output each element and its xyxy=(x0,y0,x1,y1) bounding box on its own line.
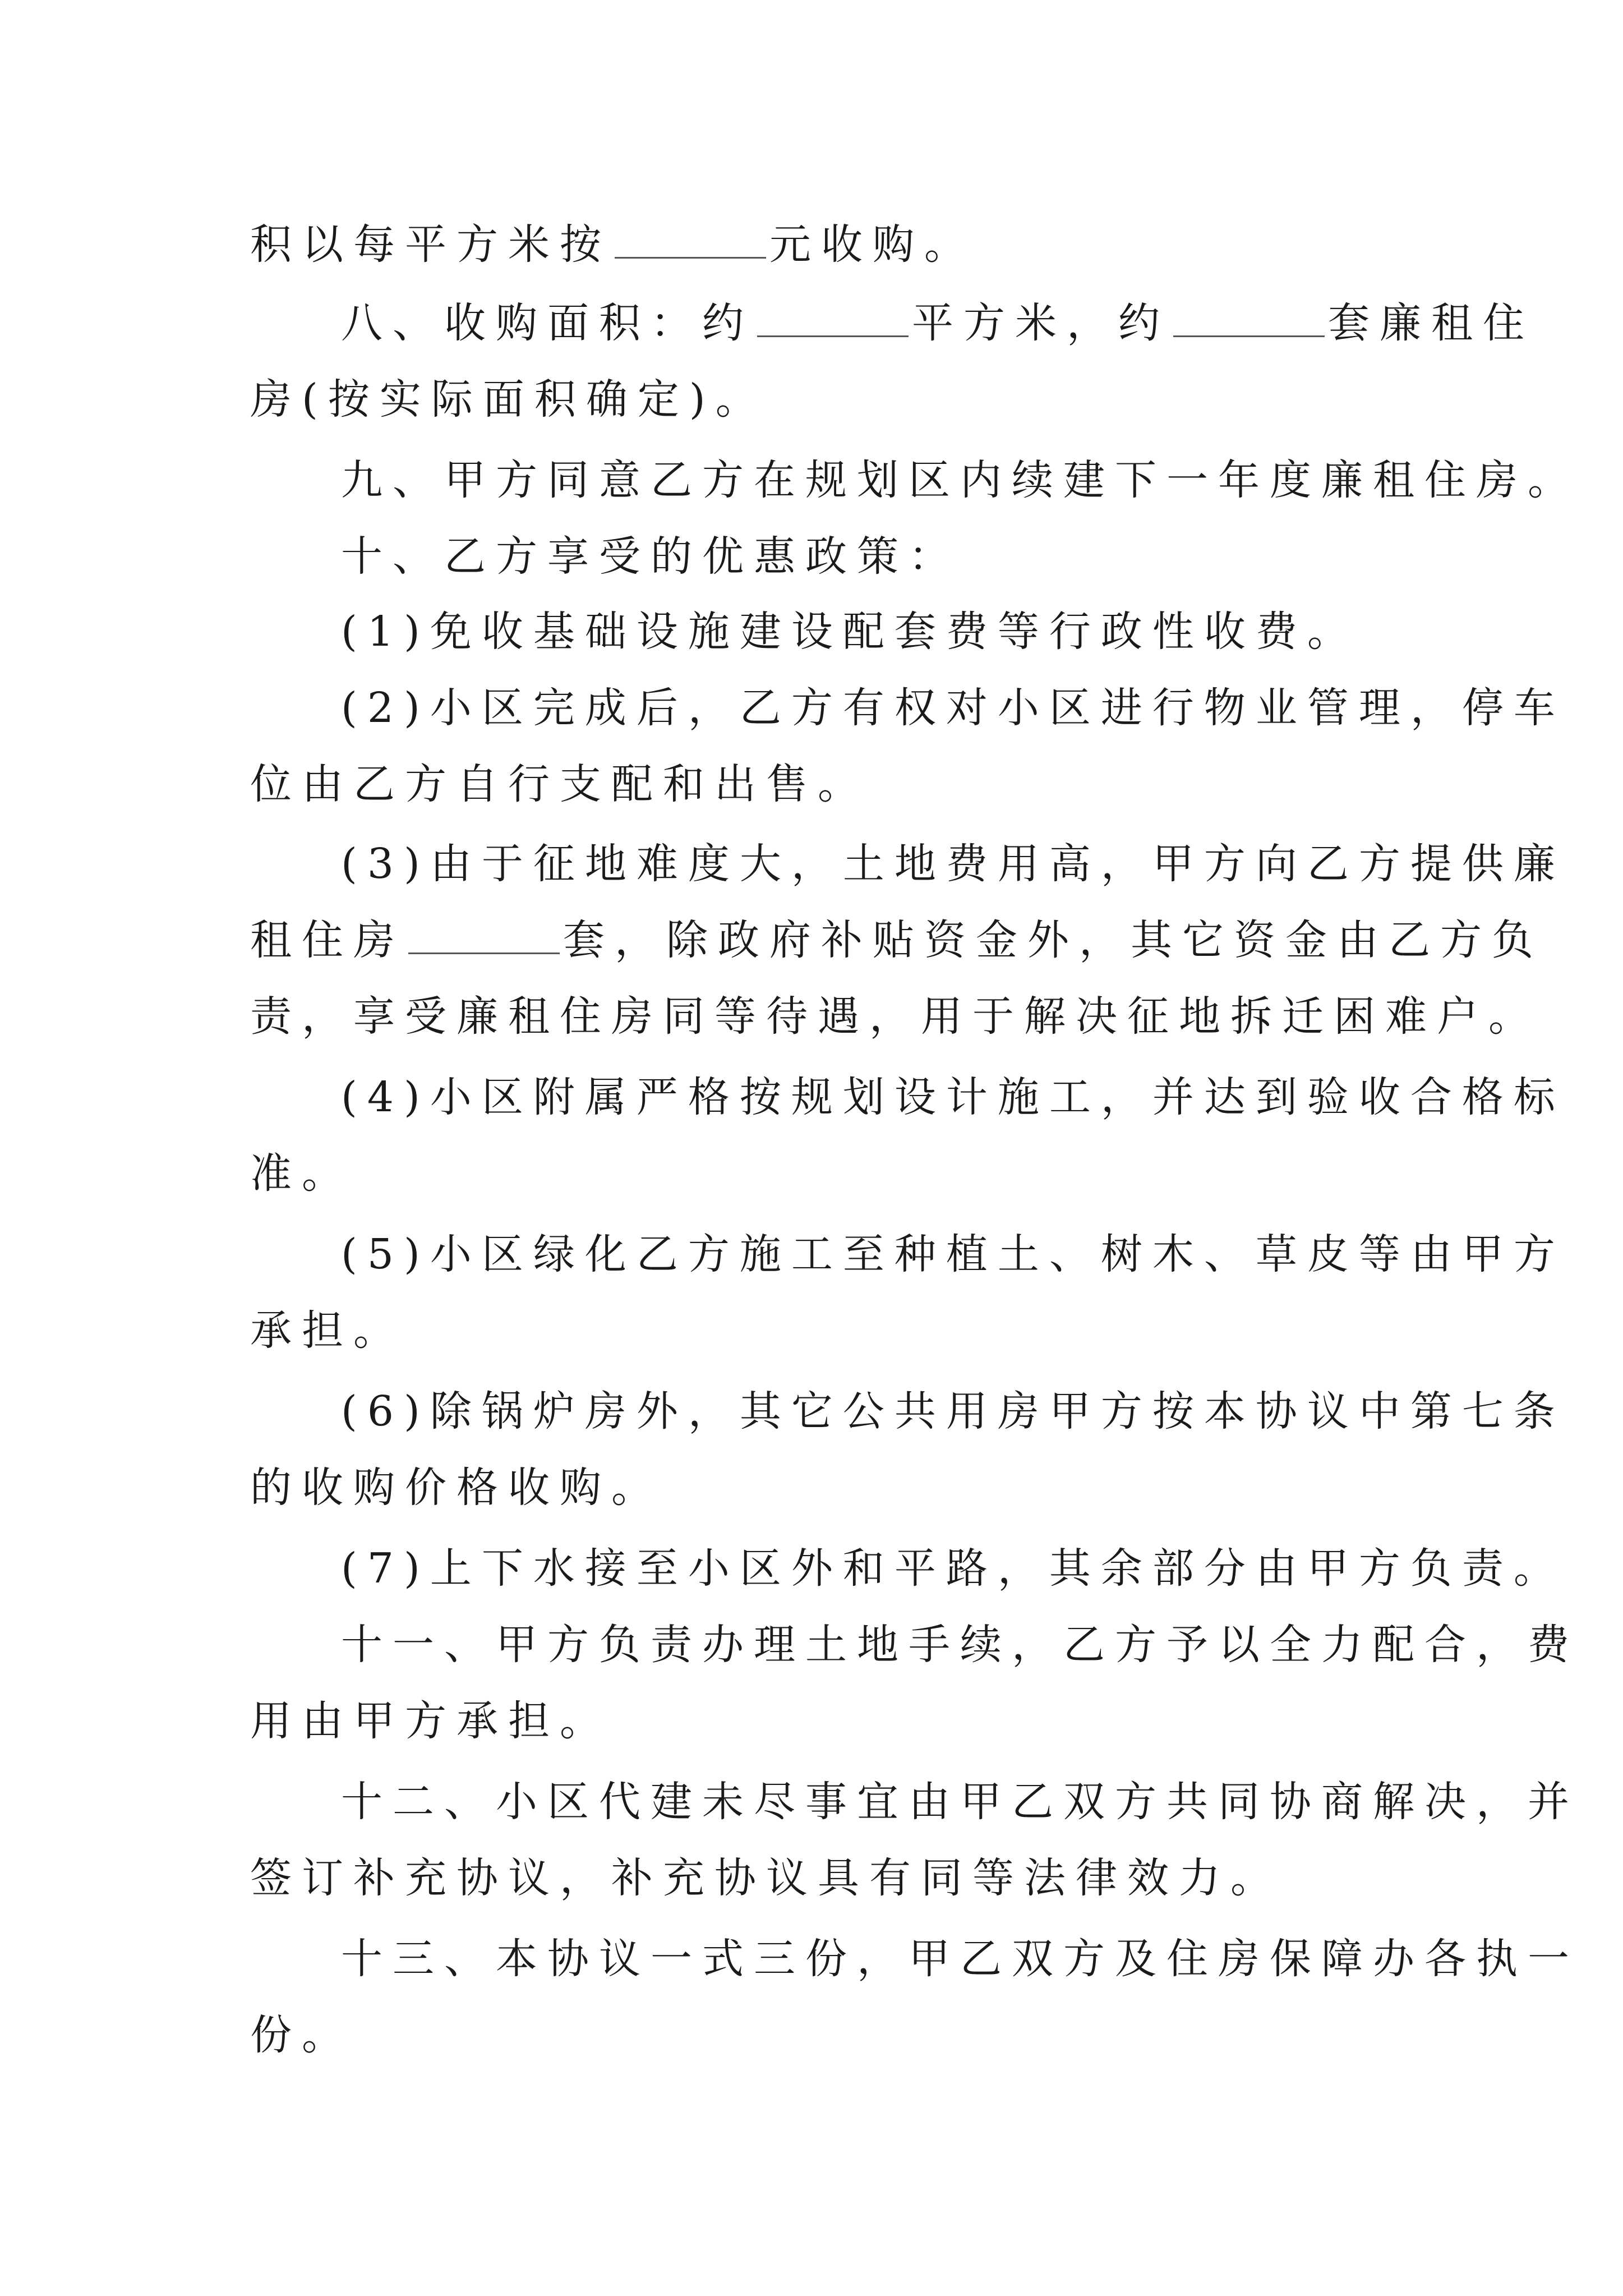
text-line xyxy=(250,1216,1565,1292)
text-segment: 责，享受廉租住房同等待遇，用于解决征地拆迁困难户。 xyxy=(250,992,1540,1041)
text-segment: 房(按实际面积确定)。 xyxy=(250,375,767,424)
text-segment: 的收购价格收购。 xyxy=(250,1464,663,1512)
text-line xyxy=(250,442,1579,518)
text-line xyxy=(250,1373,1565,1450)
fill-in-blank xyxy=(1173,296,1325,337)
text-line xyxy=(250,1059,1565,1135)
text-segment: (1)免收基础设施建设配套费等行政性收费。 xyxy=(341,608,1359,656)
text-line xyxy=(250,1921,1579,1997)
text-segment: 八、收购面积：约 xyxy=(341,299,754,347)
text-segment: (6)除锅炉房外，其它公共用房甲方按本协议中第七条 xyxy=(341,1387,1565,1435)
text-segment: 承担。 xyxy=(250,1306,405,1355)
text-line xyxy=(250,670,1565,746)
text-line xyxy=(250,902,1543,978)
text-segment: 十三、本协议一式三份，甲乙双方及住房保障办各执一 xyxy=(341,1935,1579,1983)
text-segment: 元收购。 xyxy=(769,220,976,269)
text-segment: 用由甲方承担。 xyxy=(250,1697,611,1745)
fill-in-blank xyxy=(408,913,560,954)
text-segment: (4)小区附属严格按规划设计施工，并达到验收合格标 xyxy=(341,1073,1565,1121)
text-line xyxy=(250,1135,353,1212)
text-segment: 九、甲方同意乙方在规划区内续建下一年度廉租住房。 xyxy=(341,456,1579,504)
text-line xyxy=(250,518,960,595)
text-segment: 签订补充协议，补充协议具有同等法律效力。 xyxy=(250,1854,1282,1902)
text-segment: 积以每平方米按 xyxy=(250,220,611,269)
text-segment: 套廉租住 xyxy=(1328,299,1534,347)
text-segment: 十、乙方享受的优惠政策： xyxy=(341,532,960,581)
fill-in-blank xyxy=(615,218,766,259)
text-line xyxy=(250,746,869,822)
text-segment: 租住房 xyxy=(250,916,405,964)
text-segment: (5)小区绿化乙方施工至种植土、树木、草皮等由甲方 xyxy=(341,1230,1565,1278)
text-segment: 位由乙方自行支配和出售。 xyxy=(250,760,869,808)
text-line xyxy=(250,1450,663,1526)
text-line xyxy=(250,285,1534,361)
text-line xyxy=(250,1840,1282,1916)
text-line xyxy=(250,978,1540,1055)
text-segment: 份。 xyxy=(250,2011,353,2059)
text-segment: 准。 xyxy=(250,1149,353,1198)
text-line xyxy=(250,1530,1565,1607)
text-line xyxy=(250,1607,1579,1683)
text-segment: 十二、小区代建未尽事宜由甲乙双方共同协商解决，并 xyxy=(341,1778,1579,1826)
text-segment: 套，除政府补贴资金外，其它资金由乙方负 xyxy=(563,916,1543,964)
fill-in-blank xyxy=(757,296,909,337)
text-segment: (7)上下水接至小区外和平路，其余部分由甲方负责。 xyxy=(341,1544,1565,1593)
text-segment: 十一、甲方负责办理土地手续，乙方予以全力配合，费 xyxy=(341,1621,1579,1669)
text-line xyxy=(250,206,976,283)
text-line xyxy=(250,361,767,438)
text-line xyxy=(250,1683,611,1759)
text-segment: 平方米，约 xyxy=(912,299,1170,347)
text-line xyxy=(250,1997,353,2073)
text-line xyxy=(250,1292,405,1369)
text-line xyxy=(250,593,1359,670)
text-line xyxy=(250,826,1565,902)
text-line xyxy=(250,1764,1579,1840)
text-segment: (3)由于征地难度大，土地费用高，甲方向乙方提供廉 xyxy=(341,840,1565,888)
text-segment: (2)小区完成后，乙方有权对小区进行物业管理，停车 xyxy=(341,684,1565,732)
